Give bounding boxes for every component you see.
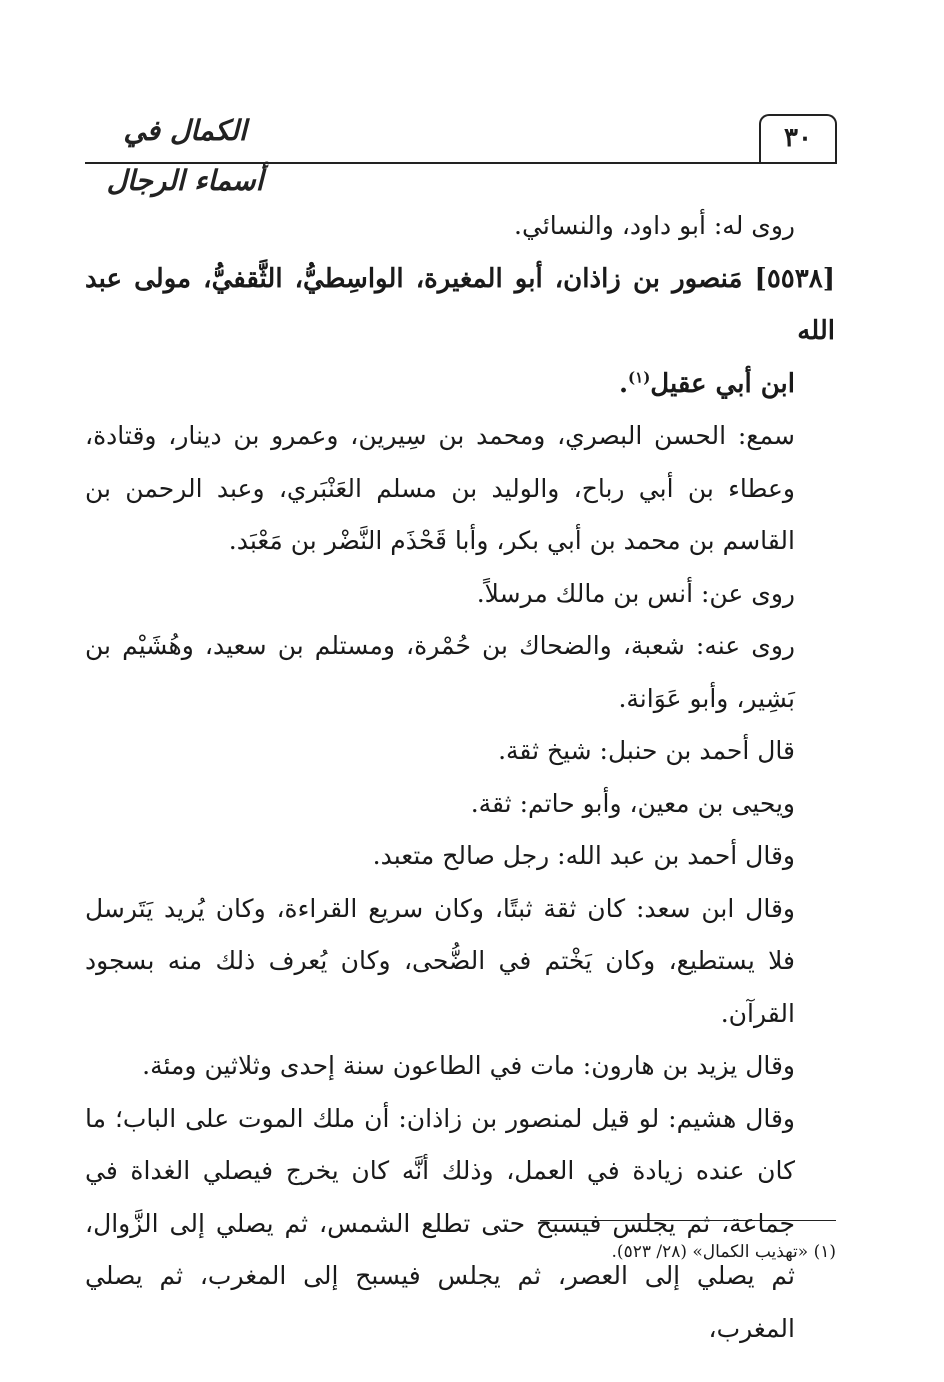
entry-heading-text: [٥٥٣٨] مَنصور بن زاذان، أبو المغيرة، الواسِطيُّ، الثَّقفيُّ، مولى عبد الله <box>85 263 835 346</box>
entry-heading-cont-text: ابن أبي عقيل <box>650 368 795 399</box>
running-title: الكمال في أسماء الرجال <box>106 114 264 197</box>
paragraph: روى له: أبو داود، والنسائي. <box>514 211 795 240</box>
page-number: ٣٠ <box>759 114 837 162</box>
page-header <box>85 104 837 197</box>
entry-heading-continuation <box>85 358 835 411</box>
paragraph: روى عنه: شعبة، والضحاك بن حُمْرة، ومستلم بن سعيد، وهُشَيْم بن بَشِير، وأبو عَوَانة. <box>85 631 795 713</box>
entry-heading-end: . <box>618 368 629 399</box>
footnote-reference: (١) <box>628 367 651 386</box>
paragraph: وقال ابن سعد: كان ثقة ثبتًا، وكان سريع القراءة، وكان يُريد يَتَرسل فلا يستطيع، وكان يَخْتم في الضُّحى، وكان يُعرف ذلك منه بسجود القرآن. <box>85 893 795 1028</box>
paragraph: وقال أحمد بن عبد الله: رجل صالح متعبد. <box>372 841 795 870</box>
paragraph: وقال هشيم: لو قيل لمنصور بن زاذان: أن ملك الموت على الباب؛ ما كان عنده زيادة في العمل، وذلك أنَّه كان يخرج فيصلي الغداة في جماعة، ثم يجلس فيسبح حتى تطلع الشمس، ثم يصلي إلى الزَّوال، ثم يصلي إلى العصر، ثم يجلس فيسبح إلى المغرب، ثم يصلي المغرب، <box>85 1103 795 1343</box>
header-rule <box>85 162 837 164</box>
footnote: (١) «تهذيب الكمال» (٢٨/ ٥٢٣). <box>611 1242 836 1262</box>
paragraph: روى عن: أنس بن مالك مرسلاً. <box>476 578 795 608</box>
paragraph: ويحيى بن معين، وأبو حاتم: ثقة. <box>470 788 795 818</box>
paragraph: سمع: الحسن البصري، ومحمد بن سِيرين، وعمرو بن دينار، وقتادة، وعطاء بن أبي رباح، والوليد بن مسلم العَنْبَري، وعبد الرحمن بن القاسم بن محمد بن أبي بكر، وأبا قَحْذَم النَّضْر بن مَعْبَد. <box>85 421 795 555</box>
paragraph: قال أحمد بن حنبل: شيخ ثقة. <box>498 736 795 765</box>
page-body <box>85 200 835 1355</box>
footnote-separator <box>540 1220 836 1221</box>
entry-heading <box>85 253 835 358</box>
paragraph: وقال يزيد بن هارون: مات في الطاعون سنة إحدى وثلاثين ومئة. <box>142 1051 795 1080</box>
